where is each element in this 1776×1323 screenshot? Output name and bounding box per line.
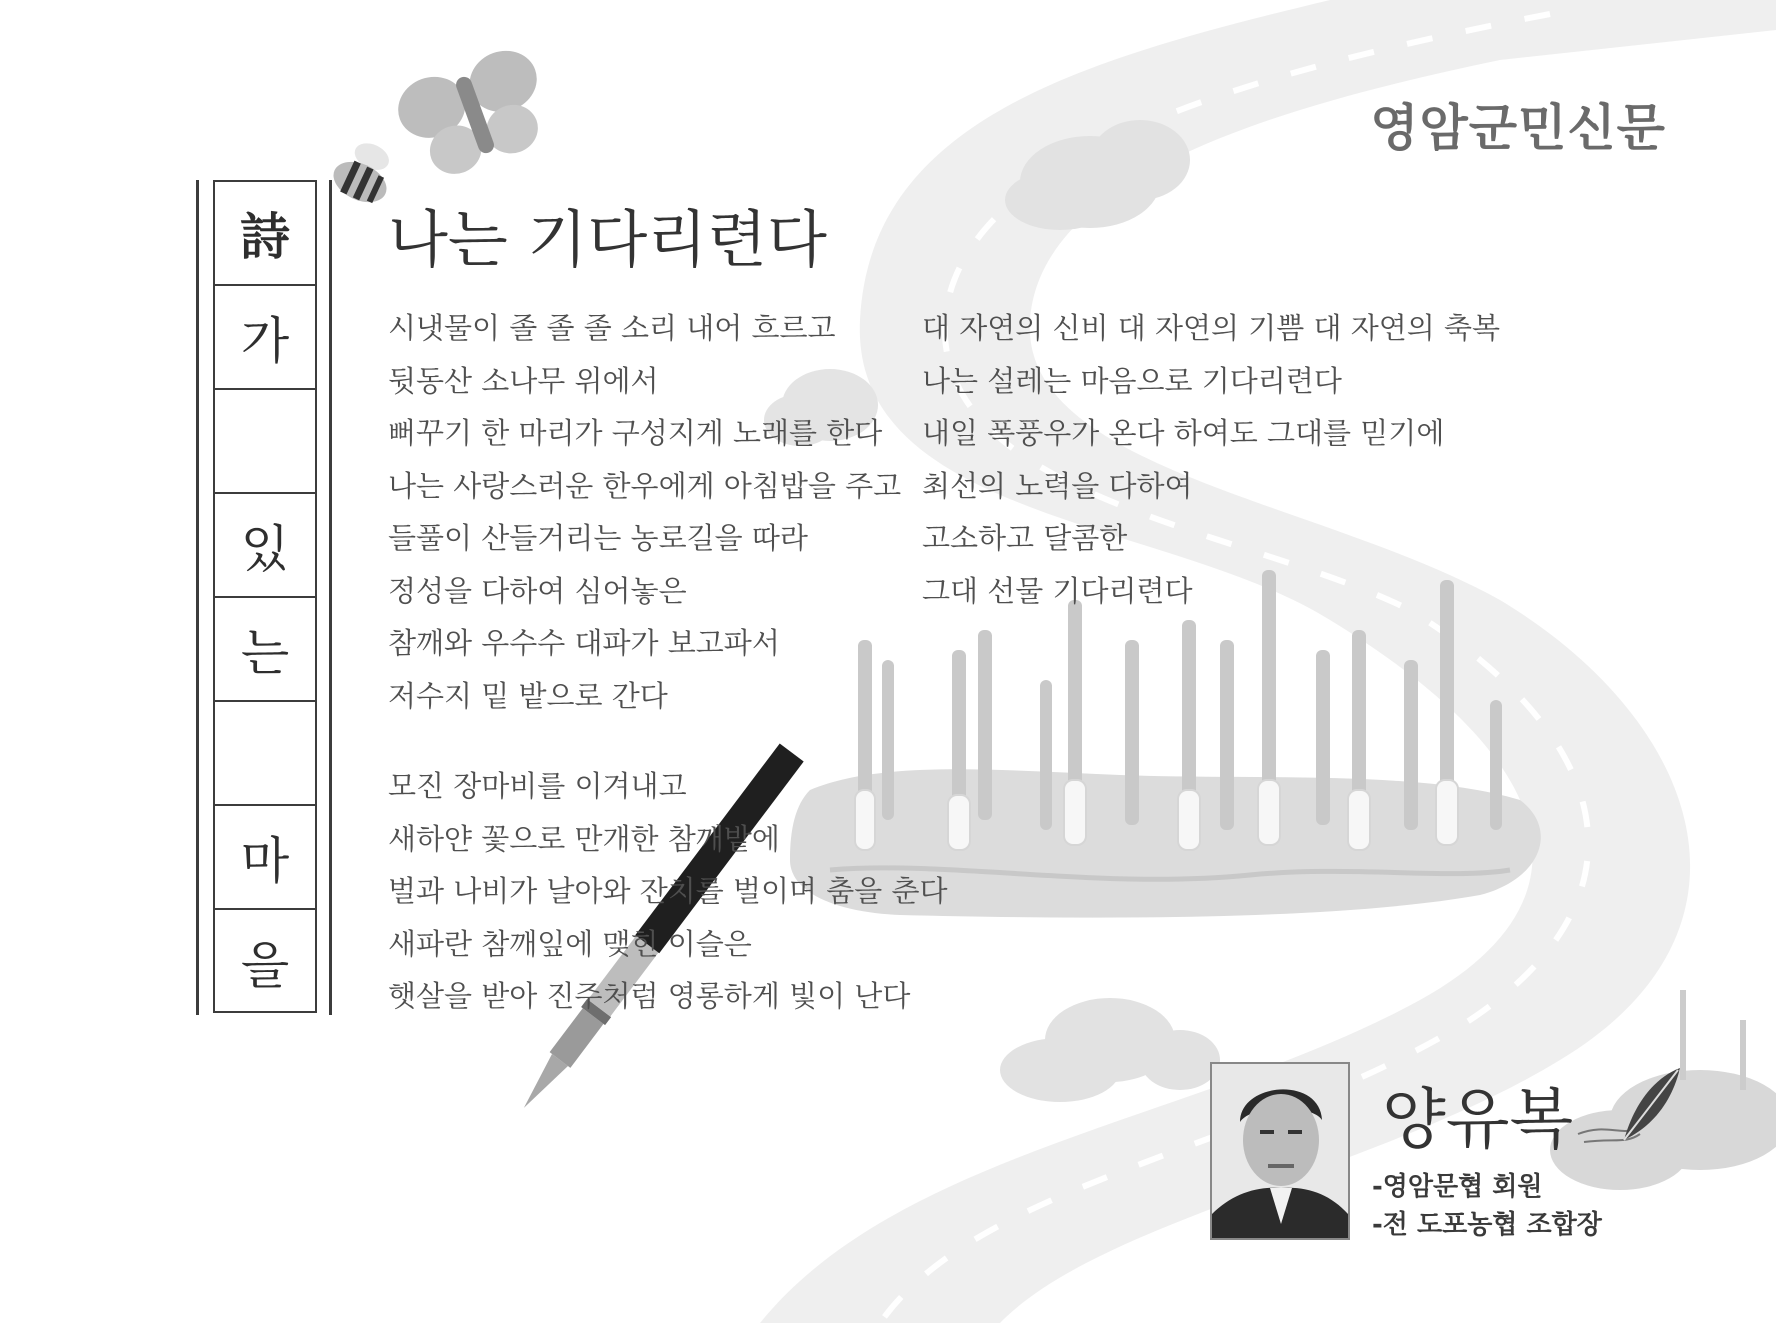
poem-line: 참깨와 우수수 대파가 보고파서 bbox=[388, 626, 780, 660]
banner-cell: 가 bbox=[215, 286, 315, 390]
poem-title: 나는 기다리련다 bbox=[388, 203, 827, 276]
poem-line: 고소하고 달콤한 bbox=[922, 521, 1128, 555]
author-credentials bbox=[1372, 1166, 1602, 1242]
author-name: 양유복 bbox=[1382, 1081, 1574, 1158]
column-banner bbox=[196, 180, 332, 1015]
poem-line: 나는 설레는 마음으로 기다리련다 bbox=[922, 363, 1342, 398]
cloud-bottom bbox=[1000, 998, 1220, 1102]
banner-cell: 마 bbox=[215, 806, 315, 910]
poem-line: 들풀이 산들거리는 농로길을 따라 bbox=[388, 521, 808, 555]
poem-line: 나는 사랑스러운 한우에게 아침밥을 주고 bbox=[388, 468, 902, 503]
banner-cell: 있 bbox=[215, 494, 315, 598]
banner-cell bbox=[215, 390, 315, 494]
banner-cell: 詩 bbox=[215, 182, 315, 286]
banner-cell: 는 bbox=[215, 598, 315, 702]
portrait-face bbox=[1243, 1094, 1319, 1186]
author-credential: -영암문협 회원 bbox=[1372, 1172, 1543, 1202]
column-banner-box bbox=[213, 180, 317, 1013]
poem-line: 최선의 노력을 다하여 bbox=[922, 468, 1193, 503]
poem-line: 벌과 나비가 날아와 잔치를 벌이며 춤을 춘다 bbox=[388, 874, 948, 908]
poem-line: 뒷동산 소나무 위에서 bbox=[388, 363, 659, 398]
poem-line: 뻐꾸기 한 마리가 구성지게 노래를 한다 bbox=[388, 416, 883, 450]
feather-icon bbox=[1574, 1064, 1684, 1154]
poem-line: 새하얀 꽃으로 만개한 참깨밭에 bbox=[388, 821, 780, 856]
poem-stanza-2 bbox=[388, 764, 948, 1027]
butterfly-icon bbox=[390, 42, 560, 187]
author-portrait bbox=[1210, 1062, 1350, 1240]
poem-line: 내일 폭풍우가 온다 하여도 그대를 믿기에 bbox=[922, 416, 1445, 450]
poem-line: 시냇물이 졸 졸 졸 소리 내어 흐르고 bbox=[388, 311, 836, 345]
newspaper-masthead: 영암군민신문 bbox=[1370, 99, 1666, 157]
banner-cell: 을 bbox=[240, 937, 290, 995]
poem-line: 그대 선물 기다리련다 bbox=[922, 573, 1193, 608]
poem-line: 정성을 다하여 심어놓은 bbox=[388, 573, 687, 608]
poem-stanza-3 bbox=[922, 306, 1500, 621]
poem-stanza-1 bbox=[388, 306, 901, 726]
poem-line: 저수지 밑 밭으로 간다 bbox=[388, 678, 668, 713]
poem-line: 햇살을 받아 진주처럼 영롱하게 빛이 난다 bbox=[388, 979, 911, 1013]
poem-line: 대 자연의 신비 대 자연의 기쁨 대 자연의 축복 bbox=[922, 311, 1500, 345]
author-credential: -전 도포농협 조합장 bbox=[1372, 1210, 1602, 1240]
banner-cell bbox=[215, 702, 315, 806]
poem-line: 모진 장마비를 이겨내고 bbox=[388, 769, 687, 803]
poem-line: 새파란 참깨잎에 맺힌 이슬은 bbox=[388, 926, 752, 961]
